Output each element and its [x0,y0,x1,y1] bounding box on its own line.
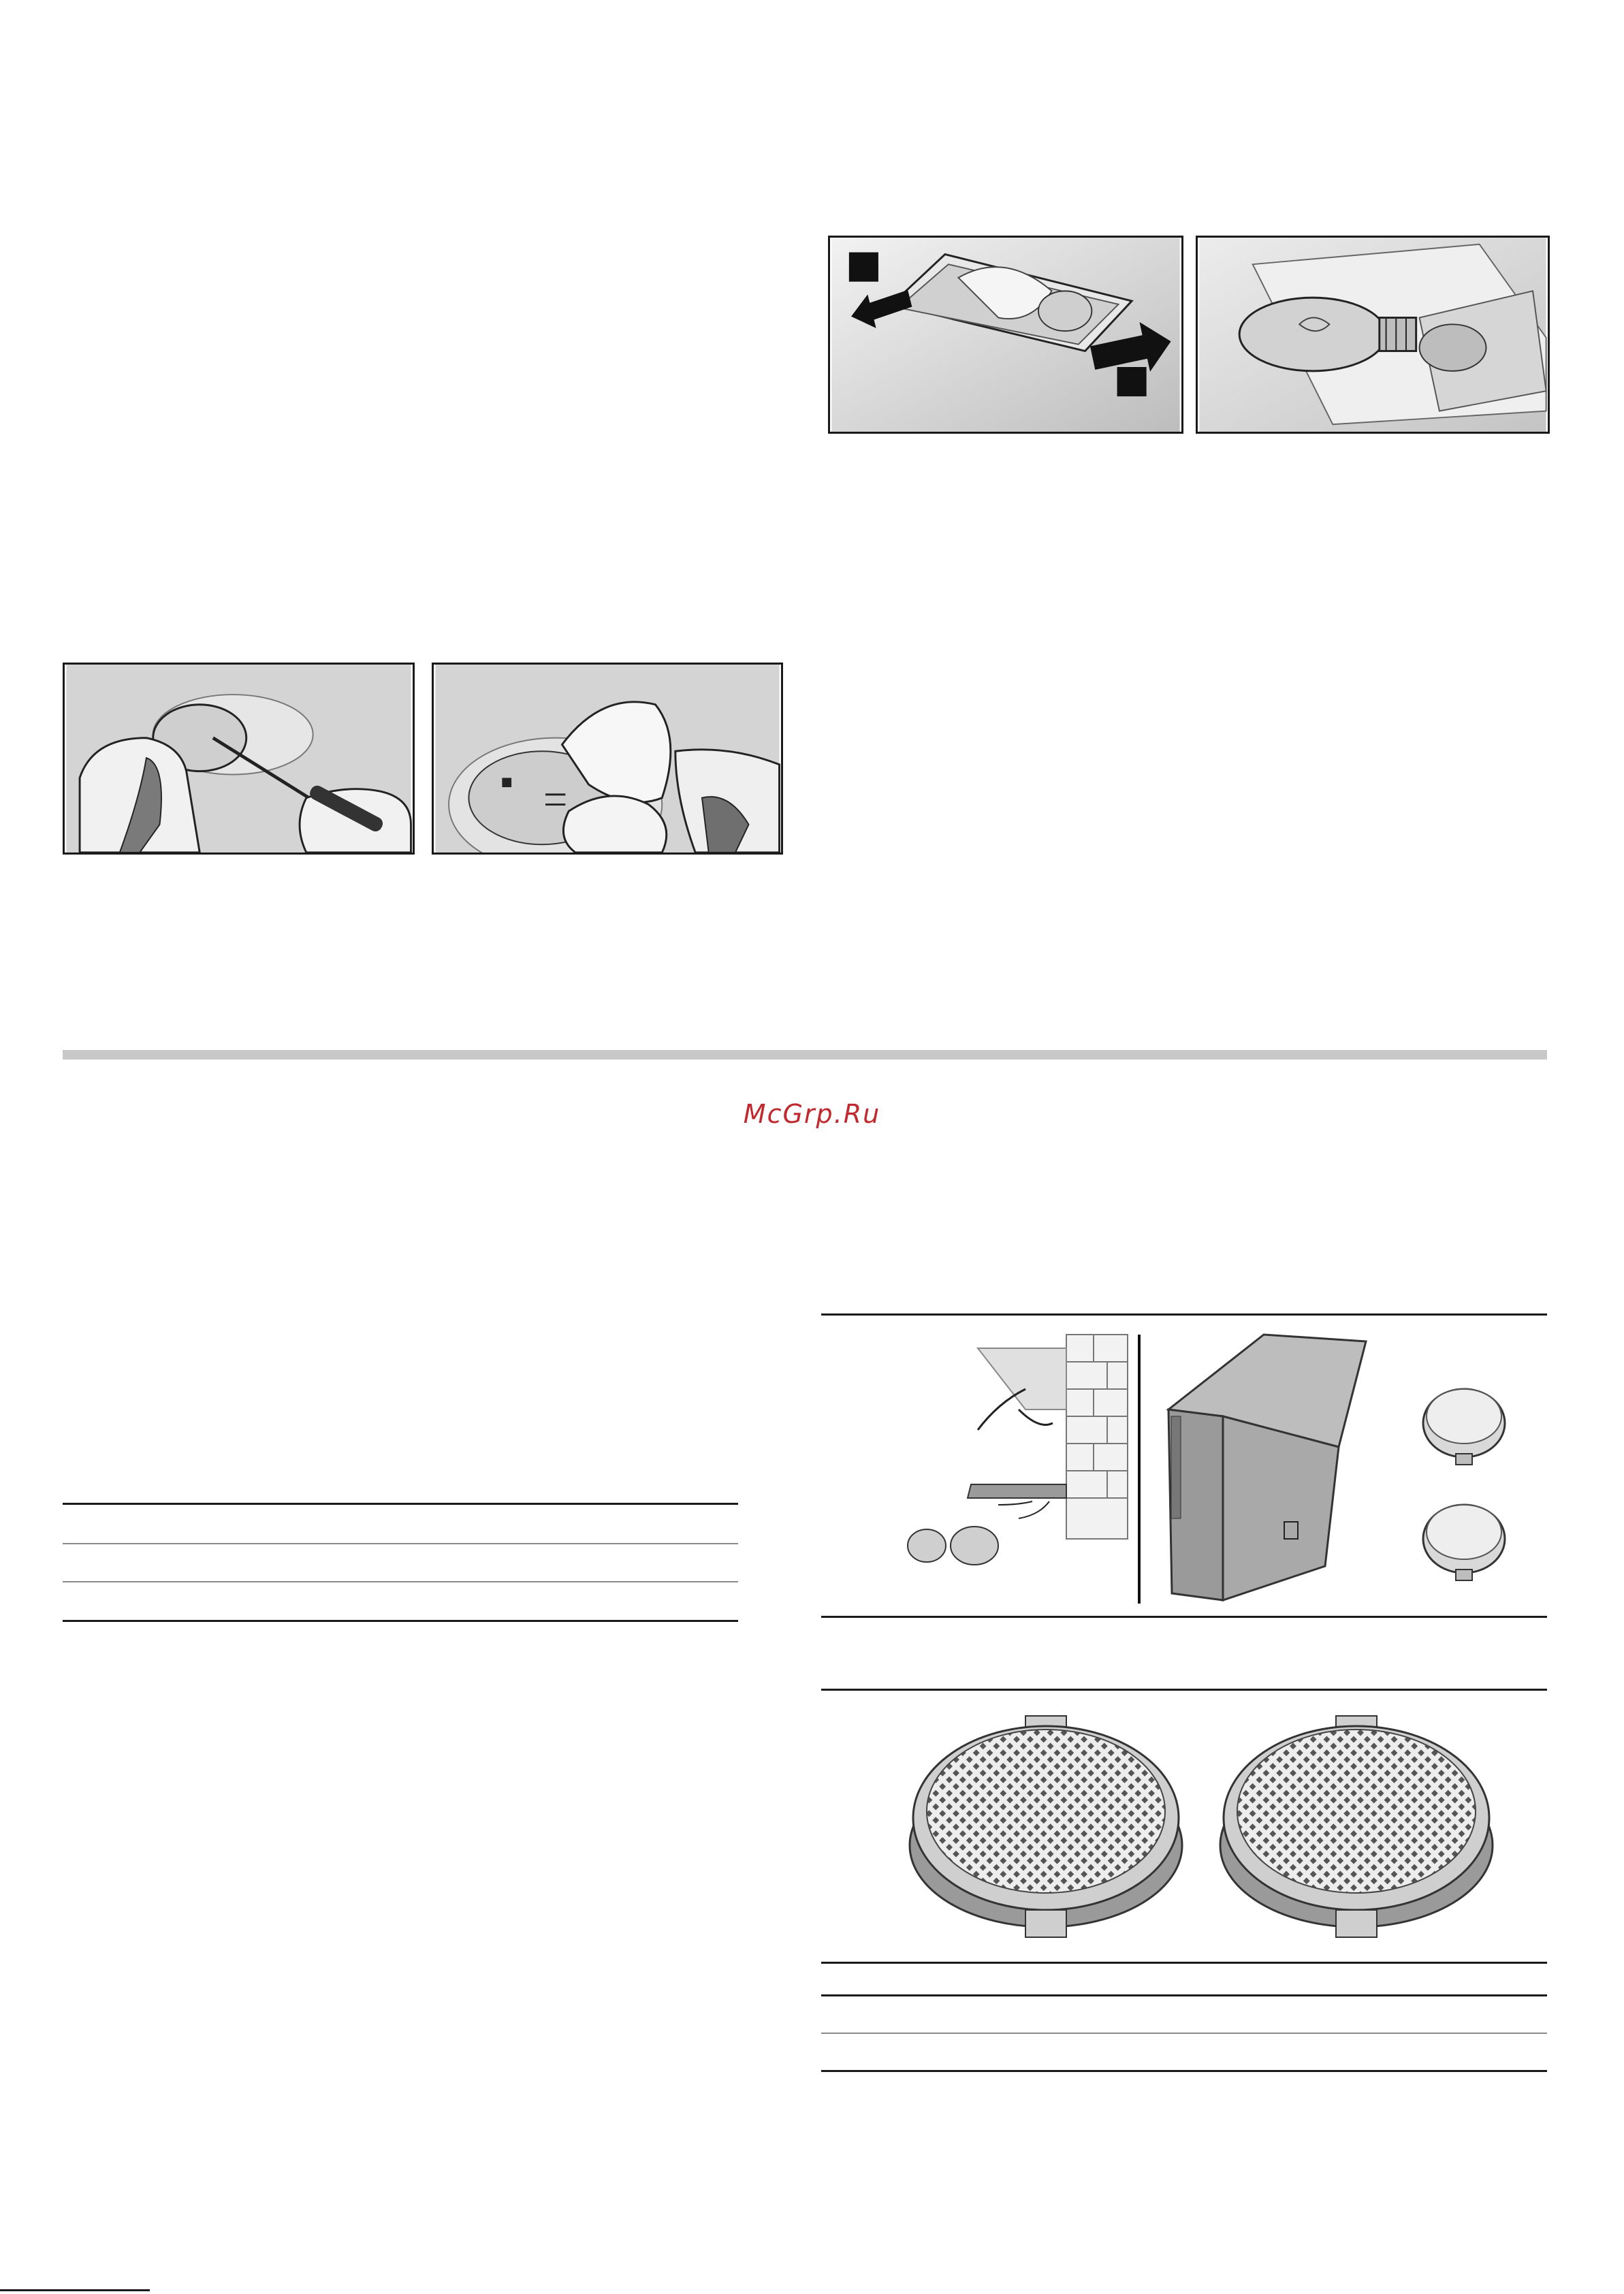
halogen-cover-panel [63,663,415,855]
incandescent-bulb-icon [1198,238,1548,432]
odour-filter-pair-icon [821,1702,1547,1961]
table-row-rule [821,1994,1547,1996]
filter-left [910,1716,1182,1937]
odour-filter-mounting-icon [821,1321,1547,1607]
lamp-cover-panel [828,236,1183,434]
filter-pair-figure [821,1702,1547,1961]
figure-top-rule [821,1313,1547,1316]
halogen-bulb-with-cloth-icon [434,665,781,853]
halogen-bulb-panel [432,663,783,855]
table-bottom-rule [63,1620,738,1622]
bulb-panel [1196,236,1550,434]
section-separator [63,1050,1547,1060]
watermark: McGrp.Ru [743,1099,881,1129]
figure-bottom-rule [821,1616,1547,1618]
filter-right [1220,1716,1493,1937]
filter-mounting-figure [821,1321,1547,1607]
table-row-rule [821,2033,1547,2034]
lamp-cover-removal-icon [830,238,1181,432]
halogen-cover-removal-icon [65,665,413,853]
table-top-rule [821,1962,1547,1964]
table-row-rule [63,1581,738,1582]
table-bottom-rule [821,2070,1547,2072]
page-footer-mark [0,2289,150,2291]
step-marker-2 [1117,367,1147,396]
table-top-rule [63,1503,738,1505]
figure-top-rule [821,1689,1547,1691]
table-row-rule [63,1543,738,1544]
step-marker-1 [849,253,878,282]
